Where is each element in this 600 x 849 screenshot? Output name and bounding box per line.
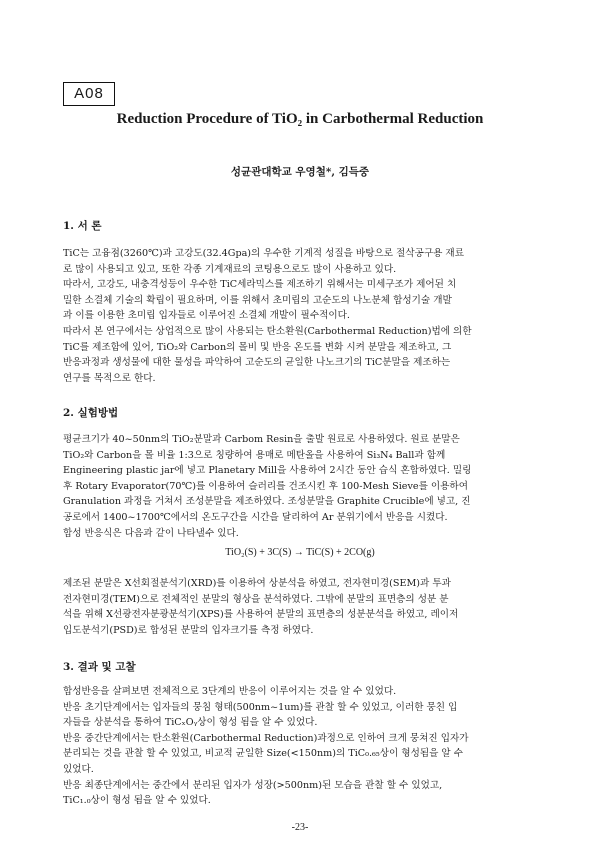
section-heading-results: 3. 결과 및 고찰: [63, 661, 136, 673]
text-line: TiC는 고융점(3260℃)과 고강도(32.4Gpa)의 우수한 기계적 성질을 바탕으로 절삭공구용 재료: [63, 248, 464, 259]
text-line: 연구를 목적으로 한다.: [63, 372, 156, 384]
text-line: 따라서 본 연구에서는 상업적으로 많이 사용되는 탄소환원(Carbothermal Reduction)법에 의한: [63, 325, 472, 337]
methods-body: [63, 432, 541, 541]
text-line: 후 Rotary Evaporator(70℃)를 이용하여 슬러리를 건조시킨 후 100-Mesh Sieve를 이용하여: [63, 480, 468, 492]
paper-title: Reduction Procedure of TiO₂ in Carbothermal Reduction: [116, 111, 484, 127]
text-line: Granulation 과정을 거쳐서 조성분말을 제조하였다. 조성분말을 Graphite Crucible에 넣고, 진: [63, 496, 471, 508]
reaction-equation: TiO₂(S) + 3C(S) → TiC(S) + 2CO(g): [225, 547, 375, 558]
text-line: 반응과정과 생성물에 대한 물성을 파악하여 고순도의 균일한 나노크기의 TiC분말을 제조하는: [63, 357, 451, 369]
abstract-code: A08: [63, 82, 115, 106]
text-line: 전자현미경(TEM)으로 전체적인 분말의 형상을 분석하였다. 그밖에 분말의 표면층의 성분 분: [63, 593, 449, 605]
text-line: TiO₂와 Carbon을 몰 비율 1:3으로 칭량하여 용매로 메탄올을 사용하여 Si₃N₄ Ball과 함께: [63, 449, 446, 461]
text-line: 반응 초기단계에서는 입자들의 뭉침 형태(500nm~1um)를 관찰 할 수 있었고, 이러한 뭉친 입: [63, 701, 458, 713]
text-line: TiC를 제조함에 있어, TiO₂와 Carbon의 몰비 및 반응 온도를 변화 시켜 분말을 제조하고, 그: [63, 341, 452, 353]
text-line: 과 이를 이용한 초미립 입자들로 이루어진 소결체 개발이 필수적이다.: [63, 310, 350, 322]
text-line: 로 많이 사용되고 있고, 또한 각종 기계재료의 코팅용으로도 많이 사용하고 있다.: [63, 263, 397, 275]
intro-body: [63, 246, 541, 386]
section-heading-methods: 2. 실험방법: [63, 407, 119, 419]
text-line: 공로에서 1400~1700℃에서의 온도구간을 시간을 달리하여 Ar 분위기에서 반응을 시켰다.: [63, 511, 448, 523]
text-line: 제조된 분말은 X선회절분석기(XRD)를 이용하여 상분석을 하였고, 전자현미경(SEM)과 투과: [63, 578, 451, 589]
text-line: 석을 위해 X선광전자분광분석기(XPS)를 사용하여 분말의 표면층의 성분분석을 하였고, 레이저: [63, 609, 459, 621]
methods-body-analysis: [63, 576, 541, 638]
text-line: 반응 최종단계에서는 중간에서 분리된 입자가 성장(>500nm)된 모습을 관찰 할 수 있었고,: [63, 779, 443, 791]
text-line: 있었다.: [63, 763, 94, 775]
text-line: 밀한 소결체 기술의 확립이 필요하며, 이를 위해서 초미립의 고순도의 나노분체 합성기술 개발: [63, 294, 452, 306]
authors: 성균관대학교 우영철*, 김득중: [230, 166, 370, 178]
text-line: 합성반응을 살펴보면 전체적으로 3단계의 반응이 이루어지는 것을 알 수 있었다.: [63, 686, 397, 697]
text-line: TiC₁.₀상이 형성 됨을 알 수 있었다.: [63, 795, 211, 807]
text-line: 합성 반응식은 다음과 같이 나타낼수 있다.: [63, 527, 239, 539]
text-line: 분리되는 것을 관찰 할 수 있었고, 비교적 균일한 Size(<150nm)의 TiC₀.₆₅상이 형성됨을 알 수: [63, 748, 464, 760]
section-heading-intro: 1. 서 론: [63, 220, 102, 232]
text-line: 평균크기가 40~50nm의 TiO₂분말과 Carbom Resin을 출발 원료로 사용하였다. 원료 분말은: [63, 434, 460, 445]
text-line: 입도분석기(PSD)로 합성된 분말의 입자크기를 측정 하였다.: [63, 624, 314, 636]
text-line: 반응 중간단계에서는 탄소환원(Carbothermal Reduction)과정으로 인하여 크게 뭉쳐진 입자가: [63, 732, 469, 744]
text-line: 자들을 상분석을 통하여 TiCₓOᵧ상이 형성 됨을 알 수 있었다.: [63, 717, 318, 729]
results-body: [63, 684, 541, 809]
text-line: Engineering plastic jar에 넣고 Planetary Mill을 사용하여 2시간 동안 습식 혼합하였다. 밀링: [63, 465, 472, 477]
page-number: -23-: [291, 822, 309, 833]
text-line: 따라서, 고강도, 내충격성등이 우수한 TiC세라믹스를 제조하기 위해서는 미세구조가 제어된 치: [63, 279, 457, 291]
